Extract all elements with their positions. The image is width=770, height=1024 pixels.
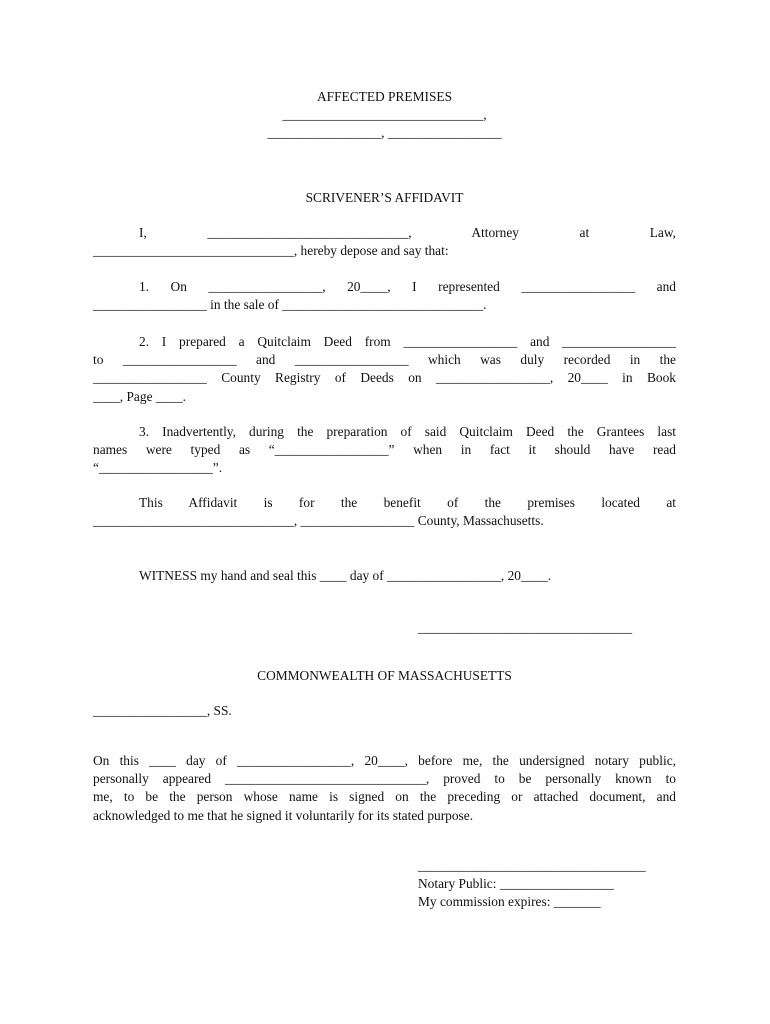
paragraph-3-line-3: “_________________”.	[93, 460, 223, 476]
affiant-signature-line: ________________________________	[418, 620, 633, 635]
paragraph-1-line-1: 1. On _________________, 20____, I represented _________________ and	[139, 279, 676, 294]
paragraph-2-line-1: 2. I prepared a Quitclaim Deed from _________________ and _________________	[139, 334, 676, 349]
intro-paragraph	[93, 224, 676, 260]
notary-line-2: personally appeared ______________________________, proved to be personally known to	[93, 771, 676, 787]
notary-signature-line: __________________________________	[418, 858, 646, 873]
paragraph-4-line-1: This Affidavit is for the benefit of the premises located at	[139, 495, 676, 510]
paragraph-3	[93, 423, 676, 478]
commission-expires-line: My commission expires: _______	[418, 894, 601, 910]
intro-line-1: I, ______________________________, Attorney at Law,	[139, 225, 676, 240]
county-ss-line: _________________, SS.	[93, 703, 232, 718]
paragraph-2-line-2: to _________________ and _________________ which was duly recorded in the	[93, 352, 676, 368]
notary-line-1: On this ____ day of _________________, 20____, before me, the undersigned notary public,	[93, 753, 676, 768]
intro-line-2: ______________________________, hereby depose and say that:	[93, 243, 449, 259]
paragraph-3-line-1: 3. Inadvertently, during the preparation of said Quitclaim Deed the Grantees last	[139, 424, 676, 439]
paragraph-3-line-2: names were typed as “_________________” when in fact it should have read	[93, 442, 676, 458]
premises-header	[93, 88, 676, 143]
paragraph-1-line-2: _________________ in the sale of ______________________________.	[93, 297, 487, 313]
witness-line: WITNESS my hand and seal this ____ day of _________________, 20____.	[139, 568, 552, 583]
paragraph-2	[93, 333, 676, 406]
notary-line-4: acknowledged to me that he signed it voluntarily for its stated purpose.	[93, 807, 474, 823]
premises-line-2: _________________, _________________	[267, 125, 502, 141]
paragraph-2-line-4: ____, Page ____.	[93, 388, 186, 404]
paragraph-2-line-3: _________________ County Registry of Deeds on _________________, 20____ in Book	[93, 370, 676, 386]
notary-signature-block	[418, 857, 646, 912]
premises-line-1: ______________________________,	[282, 107, 487, 123]
notary-public-line: Notary Public: _________________	[418, 876, 614, 892]
notary-line-3: me, to be the person whose name is signed on the preceding or attached document, and	[93, 789, 676, 805]
paragraph-4	[93, 494, 676, 530]
premises-title: AFFECTED PREMISES	[316, 89, 453, 104]
notary-paragraph	[93, 752, 676, 825]
commonwealth-title: COMMONWEALTH OF MASSACHUSETTS	[257, 668, 512, 683]
paragraph-4-line-2: ______________________________, _________________ County, Massachusetts.	[93, 513, 544, 529]
paragraph-1	[93, 278, 676, 314]
affidavit-title: SCRIVENER’S AFFIDAVIT	[305, 190, 464, 205]
